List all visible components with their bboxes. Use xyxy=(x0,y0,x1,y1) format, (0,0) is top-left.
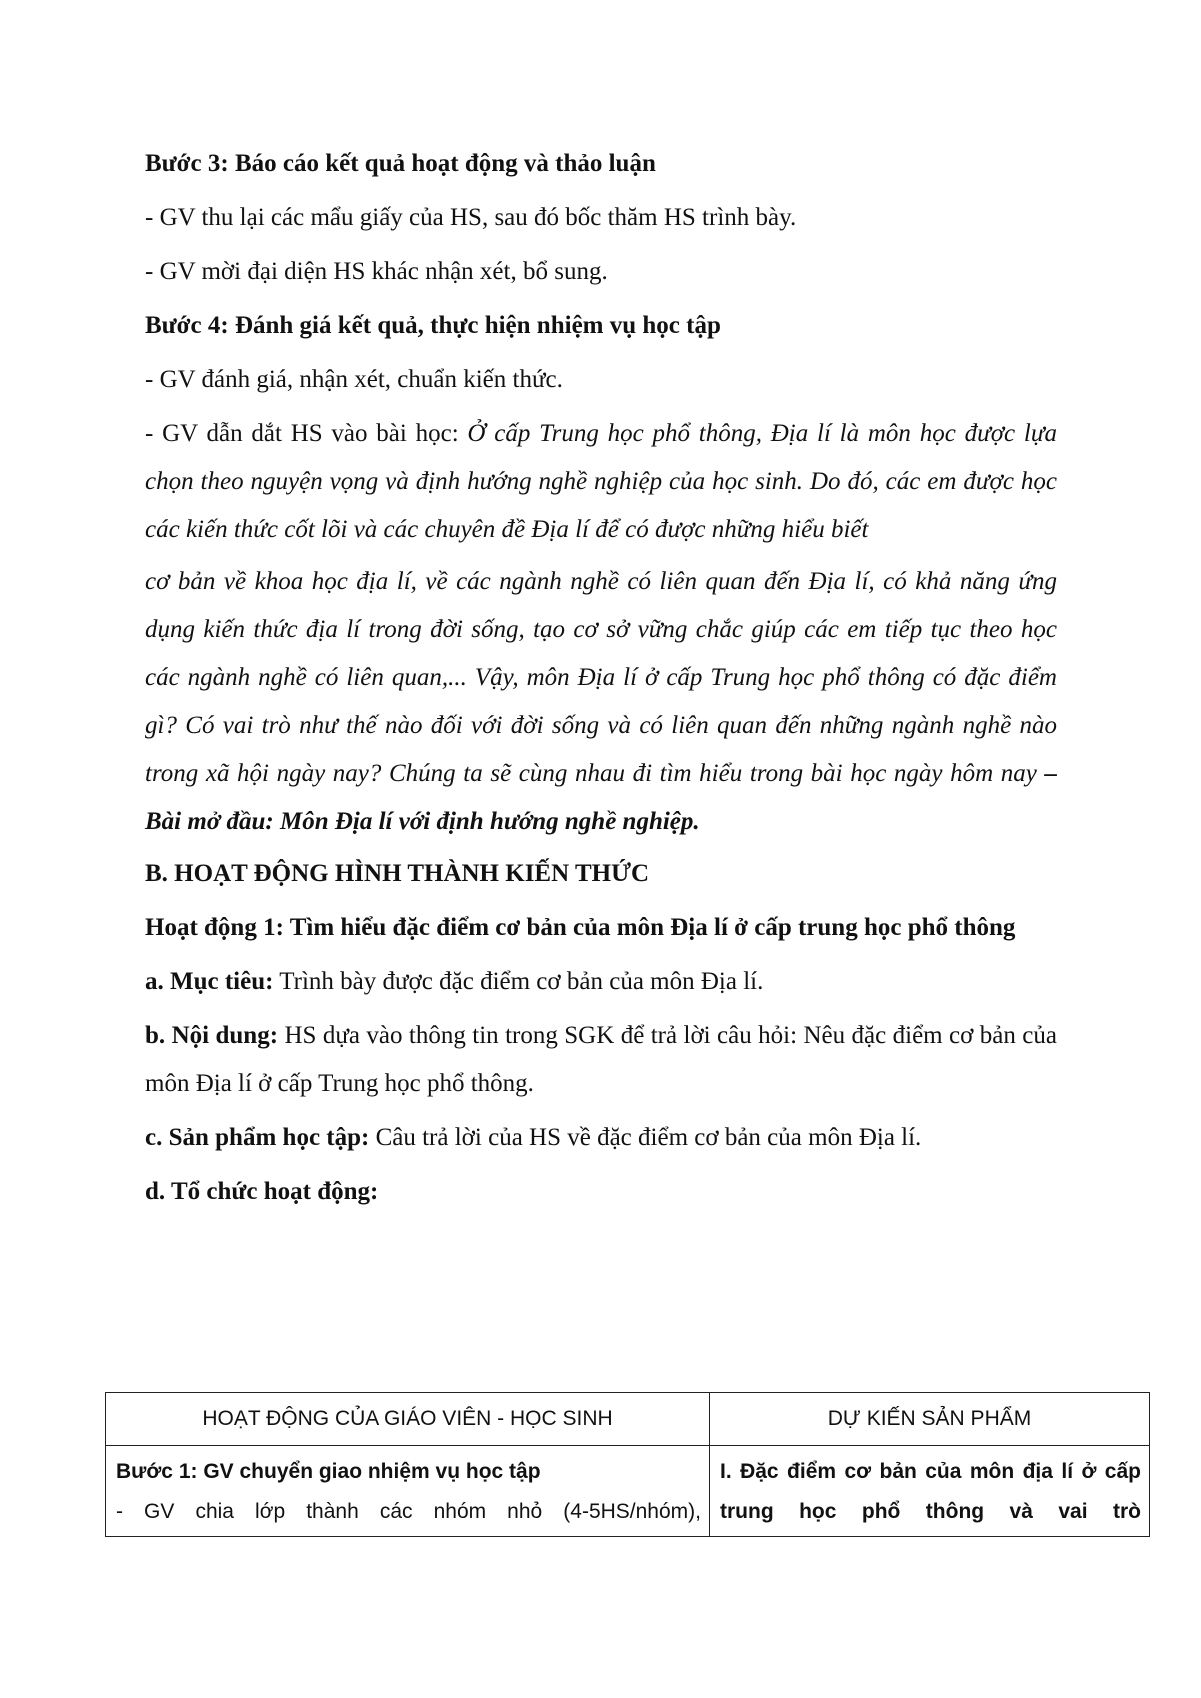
intro-italic-1: Ở cấp Trung học phổ thông, Địa lí là môn học được lựa chọn theo nguyện vọng và định hướng nghề nghiệp của học sinh. Do đó, các em được học các kiến thức cốt lõi và các chuyên đề Địa lí để có được những hiểu biết xyxy=(145,420,1057,543)
intro-paragraph-continued xyxy=(145,558,1057,846)
intro-prefix: - GV dẫn dắt HS vào bài học: xyxy=(145,420,468,447)
table-row xyxy=(106,1446,1150,1537)
step1-title: Bước 1: GV chuyển giao nhiệm vụ học tập xyxy=(116,1460,541,1483)
table-header-row xyxy=(106,1393,1150,1446)
step3-line-2: - GV mời đại diện HS khác nhận xét, bổ sung. xyxy=(145,258,608,285)
content-text: HS dựa vào thông tin trong SGK để trả lời câu hỏi: Nêu đặc điểm cơ bản của môn Địa lí ở cấp Trung học phổ thông. xyxy=(145,1022,1057,1097)
product-line xyxy=(145,1114,1057,1162)
step1-line-1: - GV chia lớp thành các nhóm nhỏ (4-5HS/nhóm), xyxy=(116,1500,701,1523)
organize-line xyxy=(145,1168,1057,1216)
activity1-heading: Hoạt động 1: Tìm hiểu đặc điểm cơ bản của môn Địa lí ở cấp trung học phổ thông xyxy=(145,914,1016,941)
table-cell-teacher-student xyxy=(106,1446,710,1537)
table-header-right: DỰ KIẾN SẢN PHẨM xyxy=(710,1393,1150,1446)
content-line xyxy=(145,1012,1057,1108)
product-section-title: I. Đặc điểm cơ bản của môn địa lí ở cấp trung học phổ thông và vai trò xyxy=(720,1460,1141,1523)
step4-heading: Bước 4: Đánh giá kết quả, thực hiện nhiệm vụ học tập xyxy=(145,312,721,339)
table-header-left: HOẠT ĐỘNG CỦA GIÁO VIÊN - HỌC SINH xyxy=(106,1393,710,1446)
intro-paragraph xyxy=(145,410,1057,554)
lesson-title: – Bài mở đầu: Môn Địa lí với định hướng nghề nghiệp. xyxy=(145,760,1057,835)
intro-italic-2: cơ bản về khoa học địa lí, về các ngành nghề có liên quan đến Địa lí, có khả năng ứng dụng kiến thức địa lí trong đời sống, tạo cơ sở vững chắc giúp các em tiếp tục theo học các ngành nghề có liên quan,... Vậy, môn Địa lí ở cấp Trung học phổ thông có đặc điểm gì? Có vai trò như thế nào đối với đời sống và có liên quan đến những ngành nghề nào trong xã hội ngày nay? Chúng ta sẽ cùng nhau đi tìm hiểu trong bài học ngày hôm nay xyxy=(145,568,1057,787)
step3-heading: Bước 3: Báo cáo kết quả hoạt động và thảo luận xyxy=(145,150,656,177)
step4-line-1: - GV đánh giá, nhận xét, chuẩn kiến thức. xyxy=(145,366,563,393)
objective-line xyxy=(145,958,1057,1006)
objective-label: a. Mục tiêu: xyxy=(145,968,274,995)
activity-table xyxy=(105,1392,1150,1537)
document-body xyxy=(145,140,1057,1222)
content-label: b. Nội dung: xyxy=(145,1022,279,1049)
step3-line-1: - GV thu lại các mẩu giấy của HS, sau đó bốc thăm HS trình bày. xyxy=(145,204,797,231)
table-cell-expected-product xyxy=(710,1446,1150,1537)
organize-label: d. Tổ chức hoạt động: xyxy=(145,1178,379,1205)
product-label: c. Sản phẩm học tập: xyxy=(145,1124,370,1151)
product-text: Câu trả lời của HS về đặc điểm cơ bản của môn Địa lí. xyxy=(369,1124,922,1151)
objective-text: Trình bày được đặc điểm cơ bản của môn Địa lí. xyxy=(273,968,764,995)
section-b-heading: B. HOẠT ĐỘNG HÌNH THÀNH KIẾN THỨC xyxy=(145,860,650,887)
